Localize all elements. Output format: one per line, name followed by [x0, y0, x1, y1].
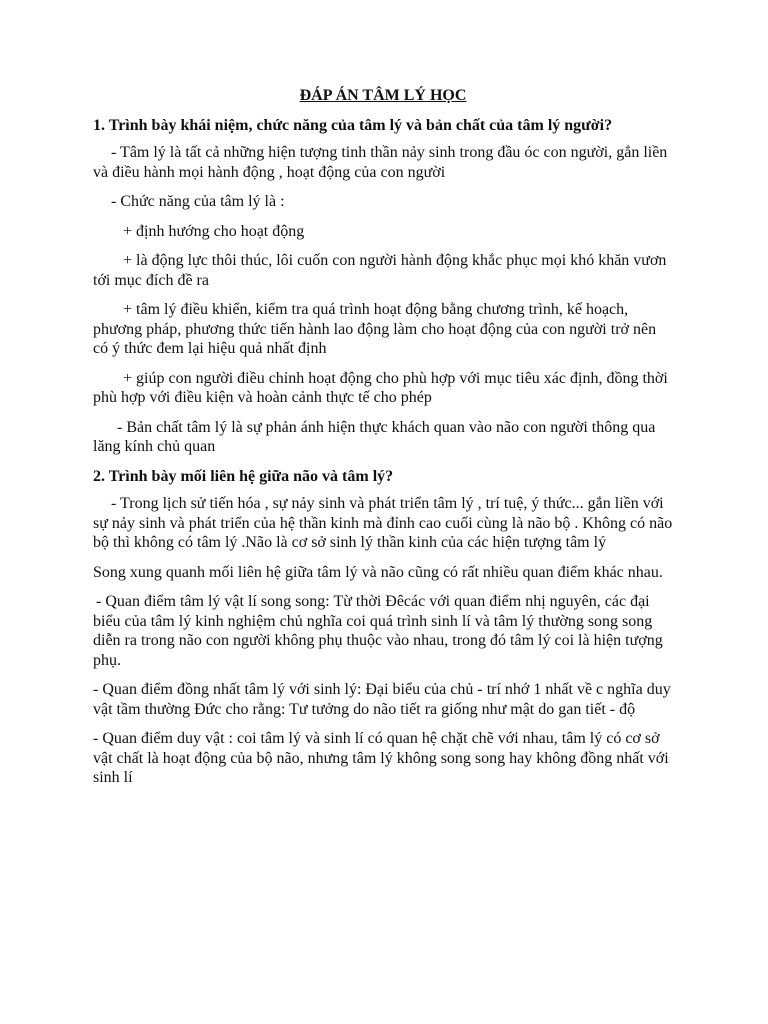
q1-paragraph-functions-intro: - Chức năng của tâm lý là : [111, 193, 285, 210]
q2-view-parallel: - Quan điểm tâm lý vật lí song song: Từ thời Đêcác với quan điểm nhị nguyên, các đại biểu của tâm lý kinh nghiệm chủ nghĩa coi quá trình sinh lí và tâm lý thường song song diễn ra trong não con người không phụ thuộc vào nhau, trong đó tâm lý coi là hiện tượng phụ. [93, 593, 663, 669]
q1-function-1: + định hướng cho hoạt động [123, 222, 305, 240]
document-page [93, 86, 673, 798]
q2-view-materialist: - Quan điểm duy vật : coi tâm lý và sinh lí có quan hệ chặt chẽ với nhau, tâm lý có cơ sở vật chất là hoạt động của bộ não, nhưng tâm lý không song song hay không đồng nhất với sinh lí [93, 730, 669, 786]
q2-paragraph-views-intro: Song xung quanh mối liên hệ giữa tâm lý và não cũng có rất nhiều quan điểm khác nhau. [93, 563, 663, 581]
q2-view-identity: - Quan điểm đồng nhất tâm lý với sinh lý: Đại biểu của chủ - trí nhớ 1 nhất về c nghĩa duy vật tầm thường Đức cho rằng: Tư tưởng do não tiết ra giống như mật do gan tiết - độ [93, 681, 671, 718]
document-title: ĐÁP ÁN TÂM LÝ HỌC [299, 87, 467, 104]
q1-function-2: + là động lực thôi thúc, lôi cuốn con người hành động khắc phục mọi khó khăn vươn tới mục đích đề ra [93, 252, 667, 289]
q2-paragraph-evolution: - Trong lịch sử tiến hóa , sự nảy sinh và phát triển tâm lý , trí tuệ, ý thức... gắn liền với sự nảy sinh và phát triển của hệ thần kinh mà đỉnh cao cuối cùng là não bộ . Không có não bộ thì không có tâm lý .Não là cơ sở sinh lý thần kinh của các hiện tượng tâm lý [93, 495, 673, 551]
q1-function-3: + tâm lý điều khiển, kiểm tra quá trình hoạt động bằng chương trình, kế hoạch, phương pháp, phương thức tiến hành lao động làm cho hoạt động của con người trở nên có ý thức đem lại hiệu quả nhất định [93, 301, 657, 357]
q1-paragraph-definition: - Tâm lý là tất cả những hiện tượng tinh thần nảy sinh trong đầu óc con người, gắn liền và điều hành mọi hành động , hoạt động của con người [93, 144, 668, 181]
question-2-heading: 2. Trình bày mối liên hệ giữa não và tâm lý? [93, 467, 394, 485]
question-1-heading: 1. Trình bày khái niệm, chức năng của tâm lý và bản chất của tâm lý người? [93, 116, 613, 134]
q1-paragraph-nature: - Bản chất tâm lý là sự phản ánh hiện thực khách quan vào não con người thông qua lăng kính chủ quan [93, 418, 656, 455]
q1-function-4: + giúp con người điều chỉnh hoạt động cho phù hợp với mục tiêu xác định, đồng thời phù hợp với điều kiện và hoàn cảnh thực tế cho phép [93, 369, 668, 406]
